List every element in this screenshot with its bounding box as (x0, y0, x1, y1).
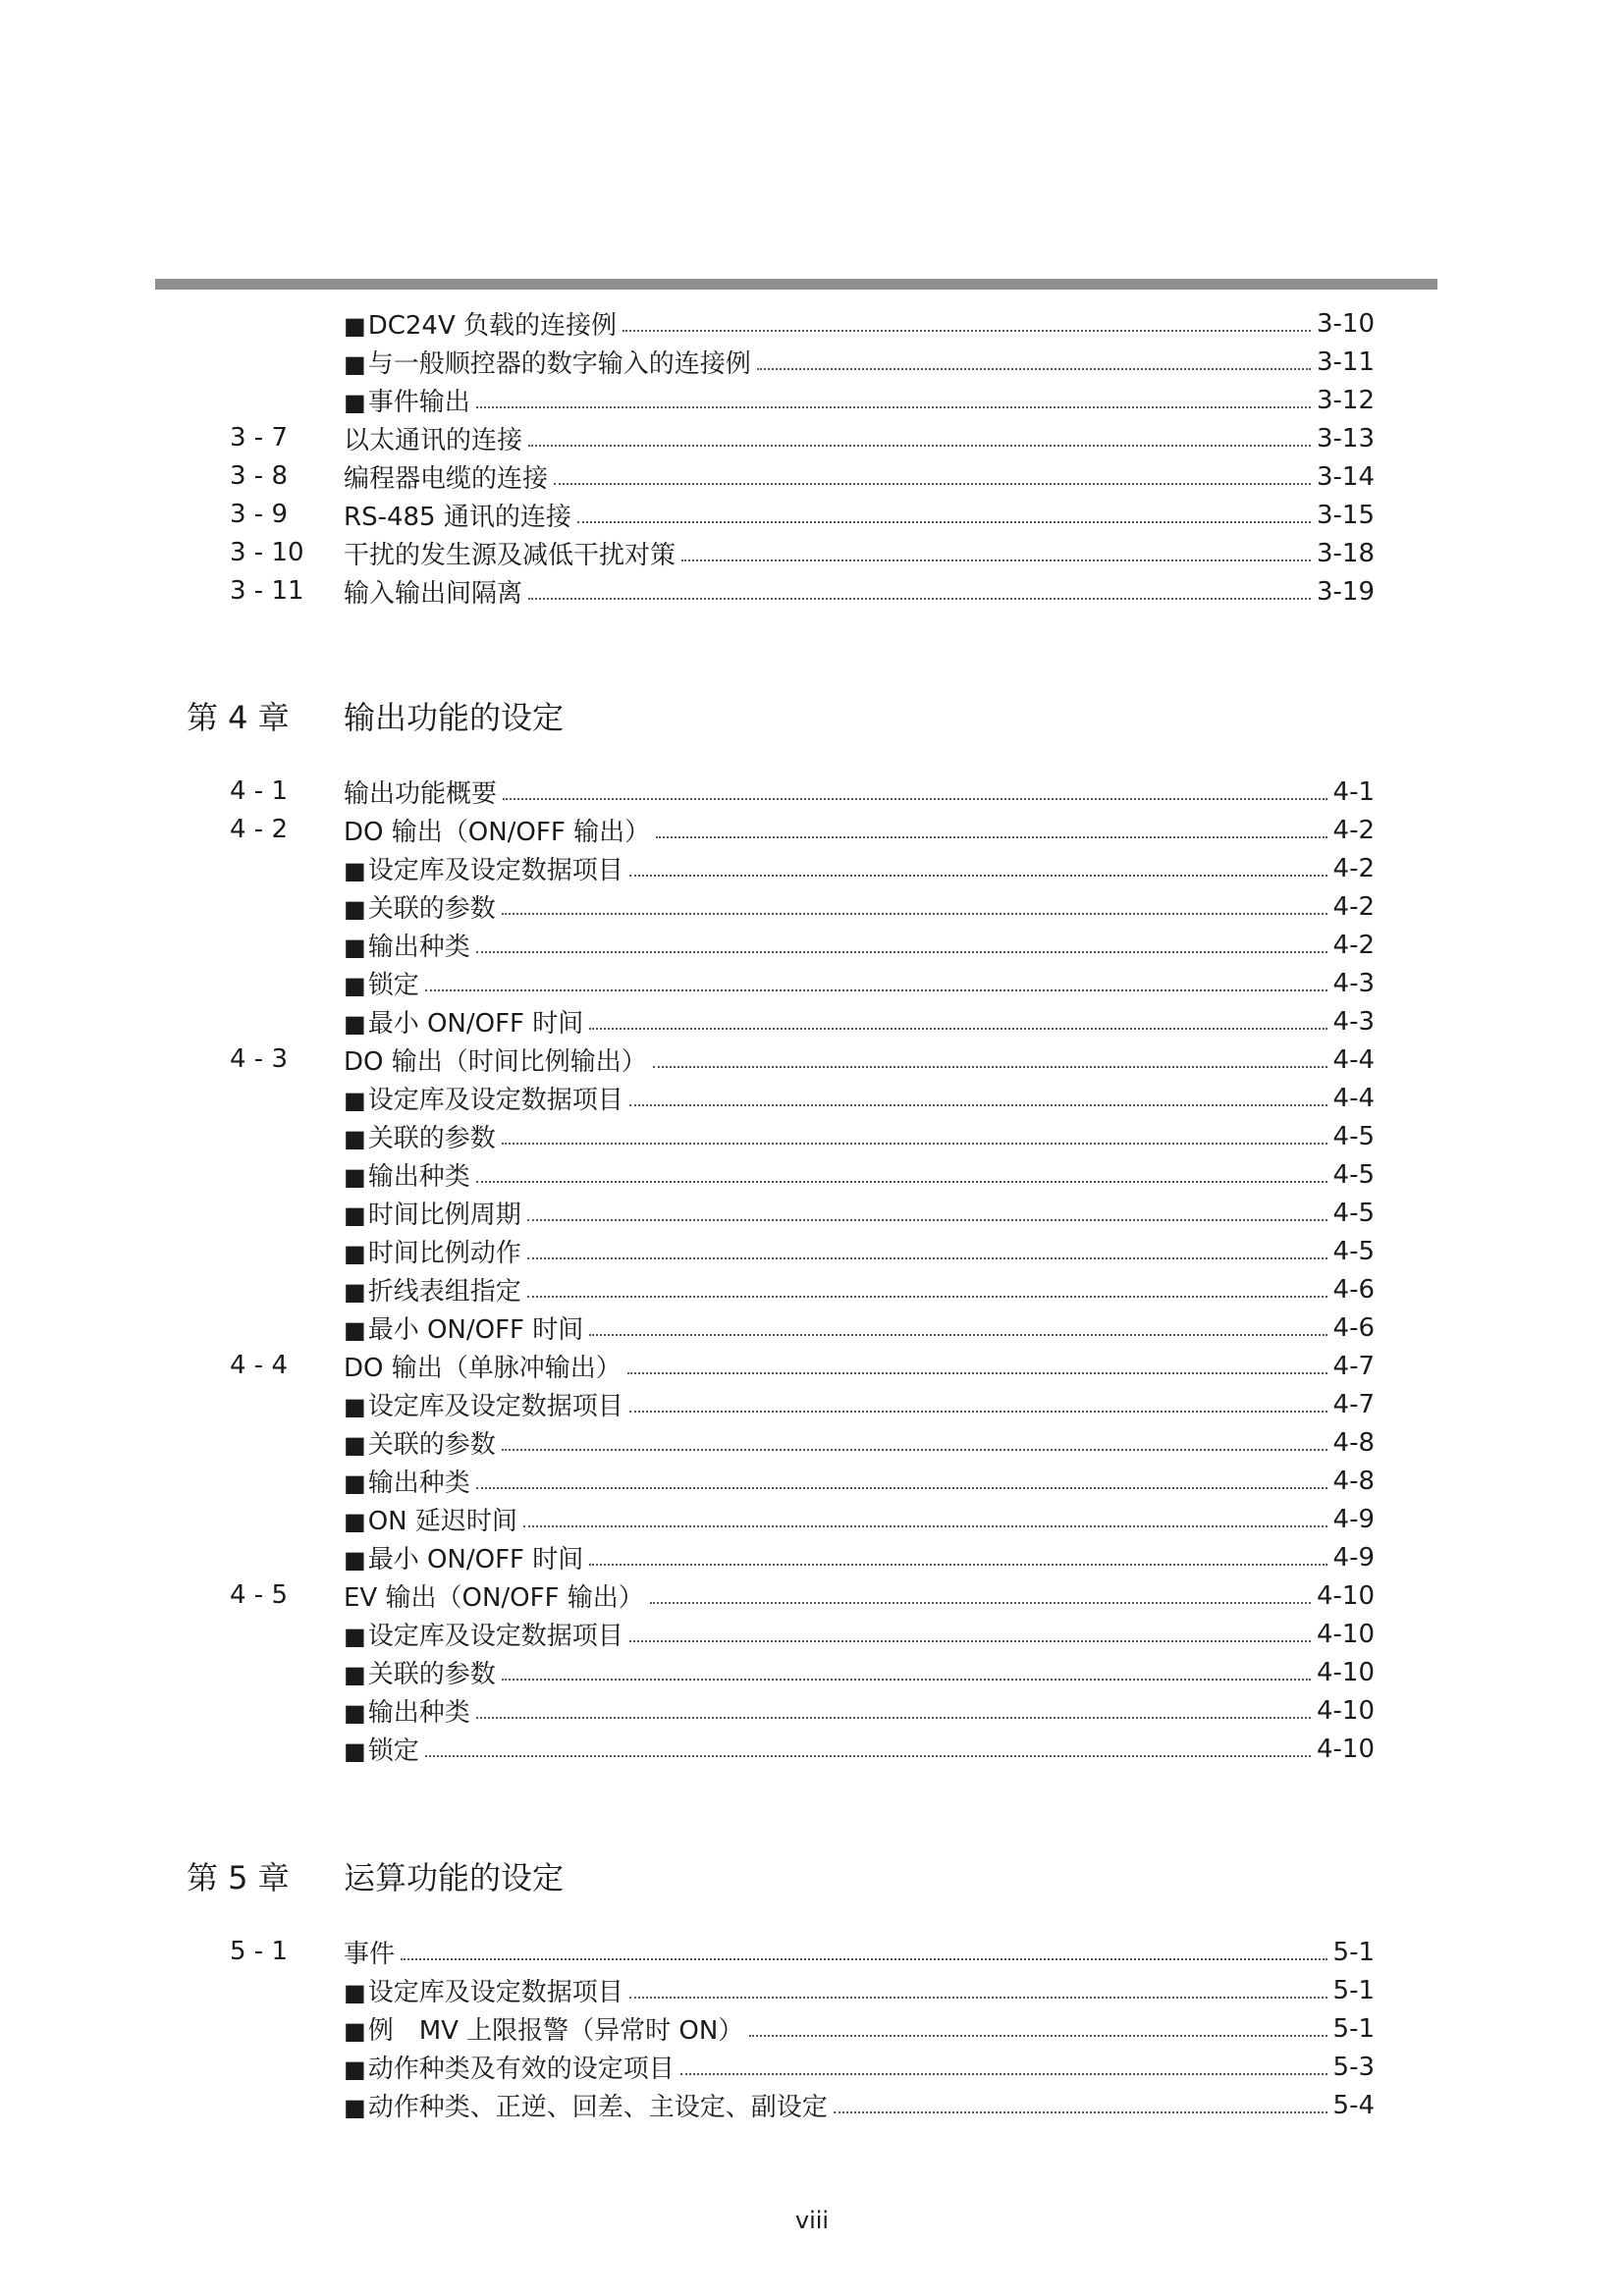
entry-title-text: 锁定 (367, 971, 419, 1000)
square-bullet-icon: ■ (344, 1623, 366, 1650)
square-bullet-icon: ■ (344, 1163, 366, 1191)
dot-leader (629, 1104, 1327, 1106)
entry-title (344, 420, 522, 456)
entry-line (344, 572, 1375, 611)
toc-entry[interactable] (0, 419, 1624, 457)
entry-title-text: 干扰的发生源及减低干扰对策 (344, 541, 677, 570)
toc-entry[interactable] (0, 381, 1624, 419)
dot-leader (577, 521, 1311, 523)
entry-title-text: 关联的参数 (367, 1124, 496, 1153)
toc-entry[interactable] (0, 1270, 1624, 1308)
entry-title (344, 1654, 496, 1690)
entry-title (344, 1271, 521, 1308)
dot-leader (527, 1296, 1327, 1298)
entry-title-text: 输出种类 (367, 1162, 470, 1192)
square-bullet-icon: ■ (344, 1661, 366, 1688)
entry-line (344, 2048, 1375, 2086)
toc-entry[interactable] (0, 1117, 1624, 1155)
entry-title (344, 1692, 470, 1729)
page-ref: 4-10 (1316, 1619, 1375, 1649)
dot-leader (503, 798, 1327, 800)
entry-title-text: 动作种类、正逆、回差、主设定、副设定 (367, 2093, 828, 2122)
toc-entry[interactable] (0, 2086, 1624, 2124)
toc-block-chapter3 (0, 304, 1624, 611)
page-ref: 3-12 (1316, 385, 1375, 415)
toc-entry[interactable] (0, 773, 1624, 811)
dot-leader (650, 1602, 1311, 1604)
page-ref: 4-4 (1332, 1083, 1375, 1113)
dot-leader (589, 1564, 1326, 1566)
toc-entry[interactable] (0, 1002, 1624, 1041)
square-bullet-icon: ■ (344, 972, 366, 999)
page-ref: 3-11 (1316, 347, 1375, 377)
entry-title-text: 关联的参数 (367, 1430, 496, 1460)
entry-line (344, 849, 1375, 887)
entry-title (344, 2049, 675, 2085)
chapter-title: 运算功能的设定 (344, 1859, 565, 1896)
entry-title-text: DO 输出（ON/OFF 输出） (344, 818, 651, 847)
square-bullet-icon: ■ (344, 1699, 366, 1727)
entry-title-text: 例 MV 上限报警（异常时 ON） (367, 2016, 744, 2046)
entry-title (344, 1195, 521, 1231)
entry-line (344, 1538, 1375, 1576)
entry-line (344, 2009, 1375, 2048)
entry-line (344, 926, 1375, 964)
entry-title-text: 事件输出 (367, 388, 470, 417)
entry-line (344, 534, 1375, 572)
page-ref: 4-8 (1332, 1427, 1375, 1458)
page-ref: 5-3 (1332, 2052, 1375, 2082)
square-bullet-icon: ■ (344, 1240, 366, 1267)
square-bullet-icon: ■ (344, 1010, 366, 1038)
toc-entry[interactable] (0, 496, 1624, 534)
dot-leader (425, 989, 1327, 991)
toc-entry[interactable] (0, 1462, 1624, 1500)
page-ref: 4-7 (1332, 1389, 1375, 1419)
dot-leader (629, 1997, 1327, 1999)
entry-title (344, 1309, 583, 1346)
dot-leader (528, 598, 1311, 600)
entry-title (344, 1539, 583, 1575)
square-bullet-icon: ■ (344, 1201, 366, 1229)
dot-leader (554, 483, 1311, 485)
entry-title-text: 最小 ON/OFF 时间 (367, 1009, 584, 1039)
dot-leader (476, 951, 1327, 953)
entry-title-text: EV 输出（ON/OFF 输出） (344, 1583, 644, 1613)
dot-leader (623, 330, 1311, 332)
toc-block-chapter4 (0, 773, 1624, 1768)
entry-line (344, 964, 1375, 1002)
page-ref: 4-4 (1332, 1044, 1375, 1075)
chapter-number: 第 5 章 (187, 1859, 290, 1896)
square-bullet-icon: ■ (344, 1737, 366, 1765)
dot-leader (476, 1487, 1327, 1489)
entry-title-text: 以太通讯的连接 (344, 426, 523, 455)
toc-entry[interactable] (0, 457, 1624, 496)
toc-entry[interactable] (0, 1615, 1624, 1653)
page-ref: 4-5 (1332, 1159, 1375, 1190)
entry-line (344, 419, 1375, 457)
toc-entry[interactable] (0, 1079, 1624, 1117)
entry-title-text: 设定库及设定数据项目 (367, 1978, 623, 2007)
entry-title (344, 305, 617, 342)
entry-line (344, 343, 1375, 381)
entry-title (344, 965, 419, 1001)
toc-entry[interactable] (0, 1423, 1624, 1462)
page-ref: 3-14 (1316, 461, 1375, 492)
dot-leader (589, 1334, 1326, 1336)
page-ref: 3-13 (1316, 423, 1375, 454)
entry-title (344, 458, 548, 495)
entry-title (344, 1463, 470, 1499)
entry-title-text: 设定库及设定数据项目 (367, 1622, 623, 1651)
entry-line (344, 887, 1375, 926)
page-ref: 4-10 (1316, 1734, 1375, 1764)
entry-line (344, 1933, 1375, 1971)
toc-entry[interactable] (0, 534, 1624, 572)
toc-entry[interactable] (0, 1933, 1624, 1971)
section-number: 5 - 1 (230, 1937, 288, 1966)
square-bullet-icon: ■ (344, 1979, 366, 2006)
entry-title (344, 774, 497, 810)
square-bullet-icon: ■ (344, 1125, 366, 1152)
toc-entry[interactable] (0, 1155, 1624, 1194)
toc-entry[interactable] (0, 811, 1624, 849)
page-ref: 5-1 (1332, 1937, 1375, 1967)
dot-leader (680, 2073, 1327, 2075)
toc-entry[interactable] (0, 1347, 1624, 1385)
dot-leader (502, 1449, 1327, 1451)
page-ref: 4-1 (1332, 776, 1375, 807)
entry-title-text: 设定库及设定数据项目 (367, 856, 623, 885)
toc-entry[interactable] (0, 2048, 1624, 2086)
page-ref: 4-2 (1332, 891, 1375, 922)
page-ref: 4-2 (1332, 930, 1375, 960)
toc-entry[interactable] (0, 964, 1624, 1002)
page-ref: 4-7 (1332, 1351, 1375, 1381)
square-bullet-icon: ■ (344, 1508, 366, 1535)
dot-leader (629, 875, 1327, 877)
square-bullet-icon: ■ (344, 1546, 366, 1574)
square-bullet-icon: ■ (344, 2056, 366, 2083)
entry-title-text: 输出功能概要 (344, 779, 498, 809)
header-rule (155, 279, 1437, 290)
entry-line (344, 1117, 1375, 1155)
square-bullet-icon: ■ (344, 389, 366, 416)
entry-line (344, 381, 1375, 419)
entry-title (344, 1041, 647, 1078)
toc-entry[interactable] (0, 1653, 1624, 1691)
entry-title (344, 1731, 419, 1767)
entry-title (344, 1233, 521, 1269)
chapter-5-heading (0, 1853, 1624, 1902)
entry-title (344, 1972, 623, 2008)
page-ref: 4-3 (1332, 1006, 1375, 1037)
entry-line (344, 773, 1375, 811)
square-bullet-icon: ■ (344, 857, 366, 884)
entry-line (344, 1232, 1375, 1270)
entry-title-text: 最小 ON/OFF 时间 (367, 1315, 584, 1345)
entry-title-text: 锁定 (367, 1736, 419, 1766)
entry-title-text: RS-485 通讯的连接 (344, 503, 571, 532)
entry-title (344, 927, 470, 963)
dot-leader (476, 406, 1311, 408)
page-number: viii (794, 2207, 830, 2234)
entry-title (344, 344, 751, 380)
page-ref: 4-10 (1316, 1657, 1375, 1687)
entry-line (344, 1347, 1375, 1385)
section-number: 4 - 2 (230, 815, 288, 844)
entry-title-text: DO 输出（单脉冲输出） (344, 1354, 622, 1383)
entry-title-text: 输入输出间隔离 (344, 579, 523, 609)
entry-line (344, 304, 1375, 343)
toc-entry[interactable] (0, 1308, 1624, 1347)
entry-title (344, 1118, 496, 1154)
dot-leader (681, 560, 1311, 561)
entry-line (344, 1423, 1375, 1462)
entry-title-text: 输出种类 (367, 1468, 470, 1498)
toc-entry[interactable] (0, 2009, 1624, 2048)
dot-leader (425, 1755, 1311, 1757)
toc-entry[interactable] (0, 1041, 1624, 1079)
dot-leader (656, 836, 1326, 838)
entry-line (344, 1385, 1375, 1423)
square-bullet-icon: ■ (344, 934, 366, 961)
square-bullet-icon: ■ (344, 2094, 366, 2121)
entry-line (344, 1041, 1375, 1079)
entry-title-text: 时间比例周期 (367, 1201, 521, 1230)
toc-block-chapter5 (0, 1933, 1624, 2124)
dot-leader (401, 1958, 1327, 1960)
entry-title-text: 最小 ON/OFF 时间 (367, 1545, 584, 1575)
section-number: 3 - 10 (230, 538, 304, 567)
entry-title (344, 382, 470, 418)
page-ref: 5-4 (1332, 2090, 1375, 2120)
toc-entry[interactable] (0, 1385, 1624, 1423)
entry-title (344, 1003, 583, 1040)
toc-entry[interactable] (0, 849, 1624, 887)
entry-line (344, 2086, 1375, 2124)
entry-title-text: 时间比例动作 (367, 1239, 521, 1268)
entry-title (344, 1348, 622, 1384)
section-number: 4 - 4 (230, 1351, 288, 1380)
toc-entry[interactable] (0, 926, 1624, 964)
section-number: 4 - 3 (230, 1044, 288, 1074)
page-ref: 4-10 (1316, 1695, 1375, 1726)
page-ref: 4-8 (1332, 1466, 1375, 1496)
page-ref: 4-5 (1332, 1121, 1375, 1151)
entry-line (344, 1155, 1375, 1194)
square-bullet-icon: ■ (344, 2017, 366, 2045)
entry-title-text: DC24V 负载的连接例 (367, 311, 617, 341)
square-bullet-icon: ■ (344, 350, 366, 378)
entry-title (344, 535, 676, 571)
section-number: 4 - 1 (230, 776, 288, 806)
entry-title (344, 2087, 828, 2123)
page-ref: 3-10 (1316, 308, 1375, 339)
entry-line (344, 1194, 1375, 1232)
entry-line (344, 457, 1375, 496)
entry-line (344, 1308, 1375, 1347)
entry-line (344, 1691, 1375, 1730)
page-ref: 4-2 (1332, 815, 1375, 845)
toc-entry[interactable] (0, 572, 1624, 611)
toc-entry[interactable] (0, 343, 1624, 381)
section-number: 3 - 8 (230, 461, 288, 491)
page-ref: 3-19 (1316, 576, 1375, 607)
page-ref: 5-1 (1332, 1975, 1375, 2005)
page-ref: 3-18 (1316, 538, 1375, 568)
chapter-4-heading (0, 693, 1624, 742)
dot-leader (629, 1640, 1311, 1642)
entry-title-text: 输出种类 (367, 933, 470, 962)
entry-title (344, 812, 650, 848)
entry-title-text: 折线表组指定 (367, 1277, 521, 1307)
dot-leader (502, 1143, 1327, 1145)
entry-title-text: DO 输出（时间比例输出） (344, 1047, 647, 1077)
entry-title (344, 1156, 470, 1193)
toc-entry[interactable] (0, 1232, 1624, 1270)
entry-title (344, 1501, 517, 1537)
entry-line (344, 1615, 1375, 1653)
dot-leader (527, 1257, 1327, 1259)
page-ref: 4-5 (1332, 1236, 1375, 1266)
dot-leader (476, 1717, 1311, 1719)
entry-title-text: 设定库及设定数据项目 (367, 1392, 623, 1421)
page-ref: 4-9 (1332, 1542, 1375, 1573)
dot-leader (502, 1679, 1311, 1681)
dot-leader (528, 445, 1311, 447)
page-ref: 3-15 (1316, 500, 1375, 530)
toc-entry[interactable] (0, 1730, 1624, 1768)
entry-title-text: 关联的参数 (367, 894, 496, 924)
section-number: 4 - 5 (230, 1580, 288, 1610)
entry-line (344, 1971, 1375, 2009)
entry-title (344, 2010, 743, 2047)
entry-title-text: 与一般顺控器的数字输入的连接例 (367, 349, 751, 379)
dot-leader (527, 1219, 1327, 1221)
toc-entry[interactable] (0, 1971, 1624, 2009)
dot-leader (589, 1028, 1326, 1030)
page-ref: 4-10 (1316, 1580, 1375, 1611)
section-number: 3 - 11 (230, 576, 304, 606)
dot-leader (757, 368, 1311, 370)
square-bullet-icon: ■ (344, 1393, 366, 1420)
entry-title-text: 输出种类 (367, 1698, 470, 1728)
dot-leader (523, 1525, 1327, 1527)
page-ref: 4-6 (1332, 1312, 1375, 1343)
entry-title-text: 关联的参数 (367, 1660, 496, 1689)
square-bullet-icon: ■ (344, 895, 366, 923)
entry-title-text: 事件 (344, 1940, 396, 1969)
toc-entry[interactable] (0, 1691, 1624, 1730)
entry-title-text: ON 延迟时间 (367, 1507, 517, 1536)
section-number: 3 - 7 (230, 423, 288, 453)
dot-leader (653, 1066, 1327, 1068)
square-bullet-icon: ■ (344, 1278, 366, 1306)
toc-entry[interactable] (0, 1538, 1624, 1576)
entry-title (344, 1386, 623, 1422)
entry-line (344, 496, 1375, 534)
entry-title-text: 动作种类及有效的设定项目 (367, 2055, 675, 2084)
entry-title (344, 1934, 395, 1970)
entry-title (344, 573, 522, 610)
page-ref: 4-5 (1332, 1198, 1375, 1228)
toc-entry[interactable] (0, 1576, 1624, 1615)
entry-line (344, 1270, 1375, 1308)
entry-title (344, 1424, 496, 1461)
entry-line (344, 811, 1375, 849)
toc-entry[interactable] (0, 1500, 1624, 1538)
chapter-number: 第 4 章 (187, 699, 290, 736)
square-bullet-icon: ■ (344, 1469, 366, 1497)
entry-line (344, 1730, 1375, 1768)
page-ref: 4-3 (1332, 968, 1375, 998)
entry-line (344, 1500, 1375, 1538)
entry-title (344, 1577, 644, 1614)
toc-entry[interactable] (0, 1194, 1624, 1232)
entry-line (344, 1002, 1375, 1041)
toc-entry[interactable] (0, 887, 1624, 926)
entry-line (344, 1462, 1375, 1500)
entry-title-text: 编程器电缆的连接 (344, 464, 549, 494)
entry-line (344, 1576, 1375, 1615)
page-ref: 5-1 (1332, 2013, 1375, 2044)
square-bullet-icon: ■ (344, 1316, 366, 1344)
page-ref: 4-6 (1332, 1274, 1375, 1305)
square-bullet-icon: ■ (344, 1087, 366, 1114)
entry-line (344, 1653, 1375, 1691)
dot-leader (476, 1181, 1327, 1183)
section-number: 3 - 9 (230, 500, 288, 529)
entry-title (344, 1616, 623, 1652)
entry-title (344, 497, 571, 533)
entry-title (344, 850, 623, 886)
page-ref: 4-9 (1332, 1504, 1375, 1534)
chapter-title: 输出功能的设定 (344, 699, 565, 736)
entry-line (344, 1079, 1375, 1117)
dot-leader (502, 913, 1327, 915)
dot-leader (629, 1411, 1327, 1413)
square-bullet-icon: ■ (344, 312, 366, 340)
entry-title (344, 888, 496, 925)
entry-title (344, 1080, 623, 1116)
dot-leader (627, 1372, 1327, 1374)
dot-leader (834, 2111, 1327, 2113)
dot-leader (749, 2035, 1326, 2037)
square-bullet-icon: ■ (344, 1431, 366, 1459)
toc-entry[interactable] (0, 304, 1624, 343)
page-ref: 4-2 (1332, 853, 1375, 883)
entry-title-text: 设定库及设定数据项目 (367, 1086, 623, 1115)
